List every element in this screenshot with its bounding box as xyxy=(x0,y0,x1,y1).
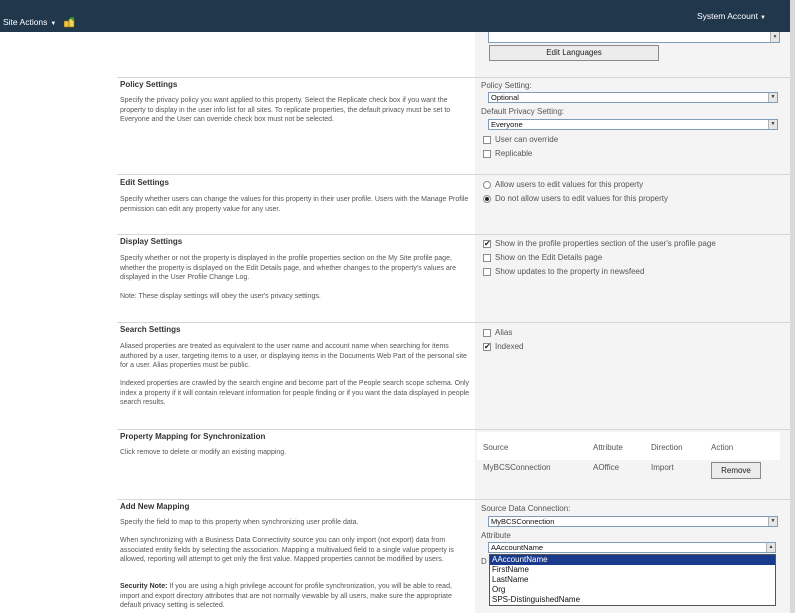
mapping-row-attribute: AOffice xyxy=(593,463,620,472)
section-divider xyxy=(117,77,790,78)
section-divider xyxy=(117,499,790,500)
remove-mapping-button[interactable]: Remove xyxy=(711,462,761,479)
chevron-down-icon[interactable]: ▲ xyxy=(766,543,775,552)
show-profile-checkbox[interactable] xyxy=(483,240,491,248)
property-mapping-title: Property Mapping for Synchronization xyxy=(120,432,266,441)
add-new-mapping-description: Specify the field to map to this property when synchronizing user profile data. xyxy=(120,519,359,526)
edit-settings-description: Specify whether users can change the values for this property in their user profile. Users with the Manage Profile permission can edit any property value for any user. xyxy=(120,196,469,213)
display-settings-note: Note: These display settings will obey the user's privacy settings. xyxy=(120,293,321,300)
chevron-down-icon[interactable]: ▼ xyxy=(768,93,777,102)
column-header-action: Action xyxy=(711,443,734,452)
section-divider xyxy=(117,234,790,235)
chevron-down-icon: ▼ xyxy=(50,21,57,27)
ribbon-bar xyxy=(0,0,790,32)
column-header-attribute: Attribute xyxy=(593,443,623,452)
show-newsfeed-label: Show updates to the property in newsfeed xyxy=(495,267,645,276)
column-header-direction: Direction xyxy=(651,443,683,452)
policy-setting-select[interactable] xyxy=(488,92,778,103)
radio-selected-dot xyxy=(485,197,489,201)
mapping-row-source: MyBCSConnection xyxy=(483,463,551,472)
add-new-mapping-title: Add New Mapping xyxy=(120,502,190,511)
edit-languages-button[interactable]: Edit Languages xyxy=(489,45,659,61)
section-divider xyxy=(117,174,790,175)
attribute-option[interactable]: LastName xyxy=(492,575,529,584)
replicable-label: Replicable xyxy=(495,149,533,158)
search-settings-indexed-description: Indexed properties are crawled by the search engine and become part of the People search scope schema. Only index a property if it will contain relevant information for people finding or if you want the data displayed in people search results. xyxy=(120,380,470,406)
policy-settings-title: Policy Settings xyxy=(120,80,178,89)
section-divider xyxy=(117,429,790,430)
show-edit-details-checkbox[interactable] xyxy=(483,254,491,262)
attribute-value: AAccountName xyxy=(491,543,544,552)
description-textarea[interactable] xyxy=(488,32,780,43)
search-settings-description: Aliased properties are treated as equivalent to the user name and account name when searching for items authored by a user, targeting items to a user, or displaying items in the Documents Web Part of the personal site for a user. Alias properties must be public. xyxy=(120,343,467,369)
window-edge xyxy=(790,0,795,613)
show-profile-label: Show in the profile properties section of the user's profile page xyxy=(495,239,716,248)
default-privacy-value: Everyone xyxy=(491,120,523,129)
mapping-row-direction: Import xyxy=(651,463,674,472)
default-privacy-label: Default Privacy Setting: xyxy=(481,107,565,116)
chevron-down-icon: ▼ xyxy=(759,15,766,21)
user-can-override-label: User can override xyxy=(495,135,559,144)
alias-label: Alias xyxy=(495,328,513,337)
security-note-label: Security Note: xyxy=(120,583,168,590)
policy-settings-description: Specify the privacy policy you want applied to this property. Select the Replicate check box if you want the property to display in the user info list for all sites. To replicate properties, the default privacy must be set to Everyone and the User can override check box must not be selected. xyxy=(120,97,451,123)
section-divider xyxy=(117,322,790,323)
policy-setting-value: Optional xyxy=(491,93,519,102)
security-note-text: If you are using a high privilege account for profile synchronization, you will be able to read, import and export directory attributes that are not normally viewable by all users, make sure the appropriate default privacy setting is selected. xyxy=(120,583,452,609)
default-privacy-select[interactable] xyxy=(488,119,778,130)
scrollbar-down-icon[interactable]: ▼ xyxy=(770,32,779,42)
attribute-select[interactable] xyxy=(488,542,776,553)
attribute-label: Attribute xyxy=(481,531,511,540)
chevron-down-icon[interactable]: ▼ xyxy=(768,120,777,129)
user-can-override-checkbox[interactable] xyxy=(483,136,491,144)
column-header-source: Source xyxy=(483,443,509,452)
add-new-mapping-bcs-note: When synchronizing with a Business Data Connectivity source you can only import (not export) data from associated entity fields by selecting the association. Mapping a multivalued field to a single value property is allowed, reporting will attempt to get only the first value. Mapped properties cannot be modified by users. xyxy=(120,537,454,563)
site-actions-label: Site Actions xyxy=(3,17,48,27)
policy-setting-label: Policy Setting: xyxy=(481,81,532,90)
chevron-down-icon[interactable]: ▼ xyxy=(768,517,777,526)
source-data-connection-label: Source Data Connection: xyxy=(481,504,571,513)
alias-checkbox[interactable] xyxy=(483,329,491,337)
attribute-option[interactable]: AAccountName xyxy=(490,555,775,565)
indexed-checkbox[interactable] xyxy=(483,343,491,351)
display-settings-title: Display Settings xyxy=(120,237,183,246)
security-note xyxy=(120,582,472,611)
deny-edit-label: Do not allow users to edit values for this property xyxy=(495,194,668,203)
deny-edit-radio[interactable] xyxy=(483,195,491,203)
attribute-dropdown-list[interactable] xyxy=(489,554,776,606)
show-newsfeed-checkbox[interactable] xyxy=(483,268,491,276)
display-settings-description: Specify whether or not the property is displayed in the profile properties section on the My Site profile page, whether the property is displayed on the Edit Details page, and whether changes to the property's values are displayed in the User Profile Change Log. xyxy=(120,255,456,281)
source-data-connection-select[interactable] xyxy=(488,516,778,527)
property-mapping-description: Click remove to delete or modify an existing mapping. xyxy=(120,449,287,456)
checkmark-icon: ✔ xyxy=(484,342,491,351)
source-data-connection-value: MyBCSConnection xyxy=(491,517,555,526)
allow-edit-radio[interactable] xyxy=(483,181,491,189)
show-edit-details-label: Show on the Edit Details page xyxy=(495,253,603,262)
site-actions-menu[interactable] xyxy=(3,17,56,27)
mapping-table-header xyxy=(477,432,780,460)
direction-label-fragment: D xyxy=(481,557,487,566)
attribute-option[interactable]: SPS-DistinguishedName xyxy=(492,595,581,604)
edit-settings-title: Edit Settings xyxy=(120,178,169,187)
account-menu[interactable] xyxy=(697,11,766,21)
attribute-option[interactable]: FirstName xyxy=(492,565,529,574)
indexed-label: Indexed xyxy=(495,342,524,351)
search-settings-title: Search Settings xyxy=(120,325,181,334)
checkmark-icon: ✔ xyxy=(484,239,491,248)
attribute-option[interactable]: Org xyxy=(492,585,506,594)
allow-edit-label: Allow users to edit values for this property xyxy=(495,180,644,189)
account-name: System Account xyxy=(697,11,758,21)
navigate-up-icon[interactable] xyxy=(64,17,75,28)
replicable-checkbox[interactable] xyxy=(483,150,491,158)
